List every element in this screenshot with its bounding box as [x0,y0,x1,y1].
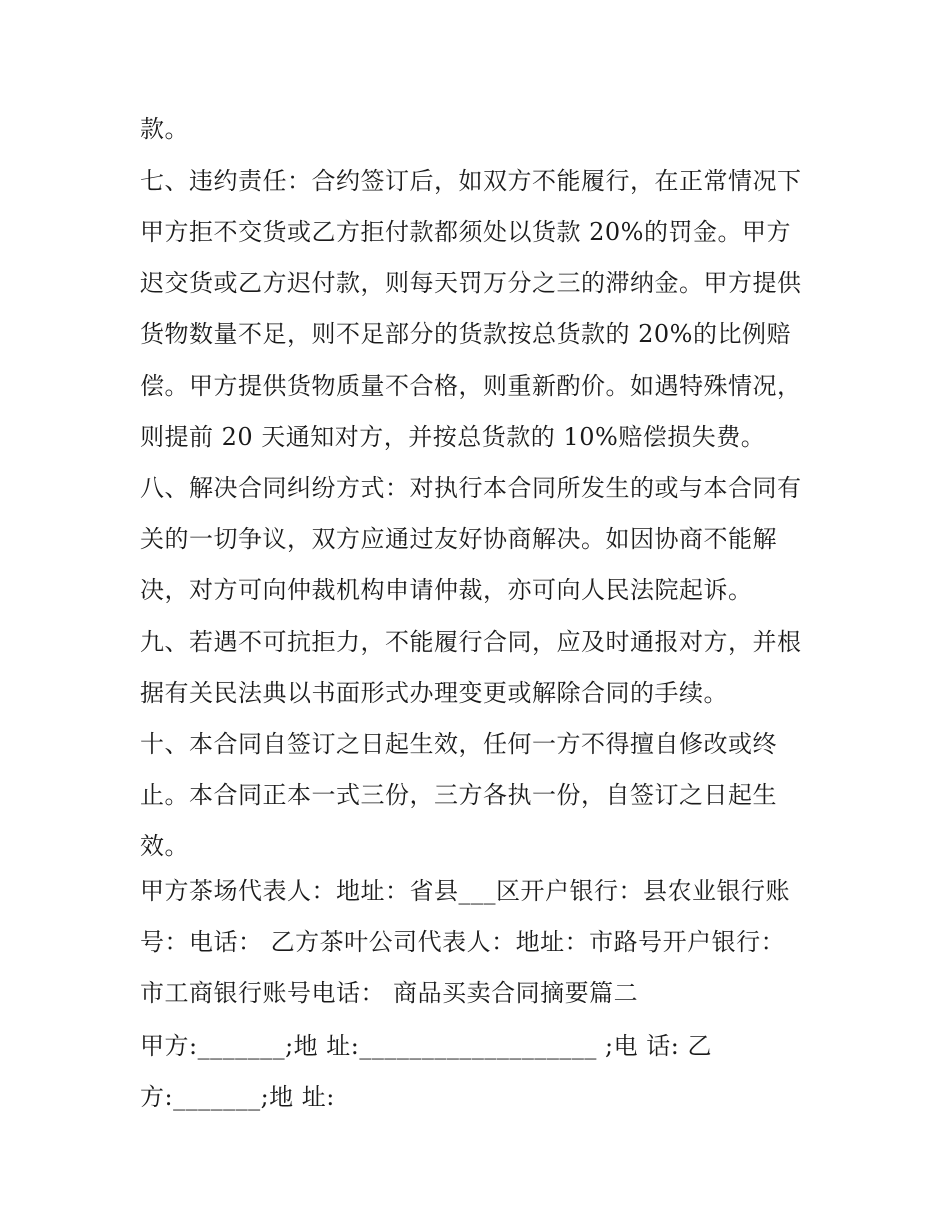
text-line: 据有关民法典以书面形式办理变更或解除合同的手续。 [140,679,728,707]
text-line: 号：电话： 乙方茶叶公司代表人：地址：市路号开户银行： [140,928,786,956]
text-line: 货物数量不足，则不足部分的货款按总货款的 20%的比例赔 [140,320,791,348]
text-line: 款。 [140,115,189,143]
text-line: 八、解决合同纠纷方式：对执行本合同所发生的或与本合同有 [140,474,802,502]
text-line: 甲方:_______;地 址:___________________ ;电 话: 乙 [140,1032,712,1060]
text-line: 方:_______;地 址: [140,1083,335,1111]
text-line: 七、违约责任：合约签订后，如双方不能履行，在正常情况下 [140,167,802,195]
text-line: 甲方茶场代表人：地址：省县___区开户银行：县农业银行账 [140,877,790,905]
text-line: 决，对方可向仲裁机构申请仲裁，亦可向人民法院起诉。 [140,576,753,604]
text-line: 则提前 20 天通知对方，并按总货款的 10%赔偿损失费。 [140,423,766,451]
text-line: 市工商银行账号电话： 商品买卖合同摘要篇二 [140,979,639,1007]
text-line: 九、若遇不可抗拒力，不能履行合同，应及时通报对方，并根 [140,628,802,656]
text-line: 偿。甲方提供货物质量不合格，则重新酌价。如遇特殊情况， [140,372,802,400]
text-line: 迟交货或乙方迟付款，则每天罚万分之三的滞纳金。甲方提供 [140,269,802,297]
text-line: 十、本合同自签订之日起生效，任何一方不得擅自修改或终 [140,730,777,758]
text-line: 止。本合同正本一式三份，三方各执一份，自签订之日起生 [140,781,777,809]
text-line: 关的一切争议，双方应通过友好协商解决。如因协商不能解 [140,525,777,553]
text-line: 效。 [140,832,189,860]
text-line: 甲方拒不交货或乙方拒付款都须处以货款 20%的罚金。甲方 [140,218,791,246]
